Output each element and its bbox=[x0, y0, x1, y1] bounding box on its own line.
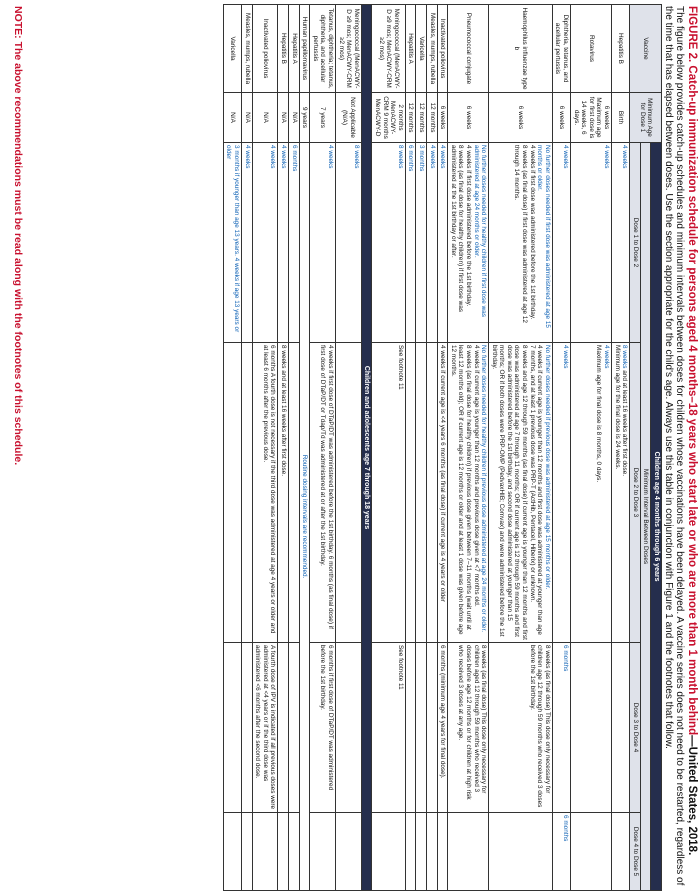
min-age: N/A bbox=[289, 93, 300, 143]
min-age: 6 weeks bbox=[489, 93, 553, 143]
vaccine-name: Diphtheria, tetanus, and acellular pertussis bbox=[552, 5, 570, 93]
interval-d4d5 bbox=[571, 813, 612, 891]
min-age: Birth bbox=[612, 93, 630, 143]
interval-d2d3: 6 months A fourth dose is not necessary if the third dose was administered at age 4 years or older and at least 6 months after the previous dose. bbox=[252, 343, 278, 643]
row-hepb bbox=[612, 5, 630, 891]
row-rotavirus bbox=[571, 5, 612, 891]
interval-d4d5 bbox=[336, 813, 362, 891]
row-ipv bbox=[437, 5, 448, 891]
min-age: N/A bbox=[242, 93, 253, 143]
interval-d2d3 bbox=[336, 343, 362, 643]
col-vaccine: Vaccine bbox=[630, 5, 662, 93]
interval-routine: Routine dosing intervals are recommended. bbox=[299, 143, 310, 891]
vaccine-name: Rotavirus bbox=[571, 5, 612, 93]
row-older-tdap bbox=[310, 5, 336, 891]
vaccine-name: Haemophilus influenzae type b bbox=[489, 5, 553, 93]
interval-d2d3 bbox=[416, 343, 427, 643]
interval-d4d5 bbox=[416, 813, 427, 891]
interval-d3d4 bbox=[289, 643, 300, 813]
interval-d4d5: 6 months bbox=[552, 813, 570, 891]
min-age: 12 months bbox=[416, 93, 427, 143]
vaccine-name: Human papillomavirus bbox=[299, 5, 310, 93]
interval-d4d5 bbox=[372, 813, 405, 891]
row-older-ipv bbox=[252, 5, 278, 891]
interval-d2d3: 4 weeks if first dose of DTaP/DT was administered before the 1st birthday. 6 months (as final dose) if first dose of DTaP/DT or Tdap/Td was administered at or after the 1st birthday. bbox=[310, 343, 336, 643]
interval-d4d5 bbox=[489, 813, 553, 891]
min-age: N/A bbox=[223, 93, 241, 143]
row-varicella bbox=[416, 5, 427, 891]
row-menacwy bbox=[372, 5, 405, 891]
min-age: 6 weeks bbox=[437, 93, 448, 143]
interval-d1d2: 4 weeks bbox=[242, 143, 253, 343]
interval-d3d4 bbox=[336, 643, 362, 813]
interval-d1d2: 3 months if younger than age 13 years. 4 weeks if age 13 years or older bbox=[223, 143, 241, 343]
min-age: 6 weeks bbox=[552, 93, 570, 143]
interval-d2d3: 4 weeks bbox=[552, 343, 570, 643]
vaccine-name: Tetanus, diphtheria; tetanus, diphtheria, and acellular pertussis bbox=[310, 5, 336, 93]
col-d2d3: Dose 2 to Dose 3 bbox=[630, 343, 641, 643]
interval-d1d2: 4 weeks bbox=[278, 143, 289, 343]
row-older-hpv bbox=[299, 5, 310, 891]
section-older: Children and adolescents age 7 through 18 years bbox=[361, 5, 372, 891]
interval-d4d5 bbox=[310, 813, 336, 891]
min-age: 6 weeks Maximum age for first dose is 14 weeks, 6 days. bbox=[571, 93, 612, 143]
interval-d4d5 bbox=[223, 813, 241, 891]
vaccine-name: Hepatitis A bbox=[289, 5, 300, 93]
interval-d4d5 bbox=[289, 813, 300, 891]
interval-d2d3: 4 weeks Maximum age for final dose is 8 months, 0 days. bbox=[571, 343, 612, 643]
interval-d2d3 bbox=[242, 343, 253, 643]
vaccine-name: Hepatitis B bbox=[612, 5, 630, 93]
interval-d1d2: 6 months bbox=[405, 143, 416, 343]
interval-d3d4: 6 months bbox=[552, 643, 570, 813]
row-dtap bbox=[552, 5, 570, 891]
interval-d1d2: 8 weeks bbox=[372, 143, 405, 343]
min-age: N/A bbox=[278, 93, 289, 143]
row-older-varicella bbox=[223, 5, 241, 891]
interval-d2d3: See footnote 11 bbox=[372, 343, 405, 643]
row-mmr bbox=[426, 5, 437, 891]
interval-d4d5 bbox=[278, 813, 289, 891]
vaccine-name: Meningococcal (MenACWY-D ≥9 mos; MenACWY-CRM ≥2 mos) bbox=[372, 5, 405, 93]
interval-d3d4 bbox=[278, 643, 289, 813]
interval-d1d2: 8 weeks bbox=[336, 143, 362, 343]
min-age: 6 weeks bbox=[448, 93, 489, 143]
vaccine-name: Varicella bbox=[416, 5, 427, 93]
min-age: Not Applicable (N/A) bbox=[336, 93, 362, 143]
col-min-age: Minimum Age for Dose 1 bbox=[630, 93, 662, 143]
row-older-menacwy bbox=[336, 5, 362, 891]
min-age: 9 years bbox=[299, 93, 310, 143]
min-age: N/A bbox=[252, 93, 278, 143]
interval-d1d2: 4 weeks bbox=[612, 143, 630, 343]
row-older-hepa bbox=[289, 5, 300, 891]
interval-d1d2: No further doses needed if first dose was administered at age 15 months or older. 4 weeks if first dose was administered before the 1st birthday. 8 weeks (as final dose) if first dose was administered at age 12 through 14 months. bbox=[489, 143, 553, 343]
interval-d3d4: 8 weeks (as final dose) This dose only necessary for children aged 12 through 59 months who received 3 doses before age 12 months or for children at high risk who received 3 doses at any age. bbox=[448, 643, 489, 813]
interval-d3d4 bbox=[223, 643, 241, 813]
interval-d2d3 bbox=[289, 343, 300, 643]
interval-d1d2: 4 weeks bbox=[552, 143, 570, 343]
footer-note: NOTE: The above recommendations must be read along with the footnotes of this schedule. bbox=[12, 6, 24, 466]
interval-d3d4 bbox=[416, 643, 427, 813]
interval-d2d3 bbox=[426, 343, 437, 643]
figure-intro: The figure below provides catch-up schedules and minimum intervals between doses for children whose vaccinations have been delayed. A vaccine series does not need to be restarted, regardless of the time that has elapsed between doses. Use the section appropriate for the child's age. Always use this table in conjunction with Figure 1 and the footnotes that follow. bbox=[663, 6, 685, 886]
row-hepa bbox=[405, 5, 416, 891]
interval-d1d2: 4 weeks bbox=[571, 143, 612, 343]
col-min-interval: Minimum Interval Between Doses bbox=[640, 143, 651, 891]
figure-header bbox=[663, 6, 698, 886]
interval-d3d4: See footnote 11 bbox=[372, 643, 405, 813]
interval-d1d2: 4 weeks bbox=[426, 143, 437, 343]
interval-d2d3: 8 weeks and at least 16 weeks after first dose. Minimum age for the final dose is 24 weeks. bbox=[612, 343, 630, 643]
interval-d1d2: 3 months bbox=[416, 143, 427, 343]
interval-d1d2: 6 months bbox=[289, 143, 300, 343]
interval-d3d4 bbox=[242, 643, 253, 813]
row-hib bbox=[489, 5, 553, 891]
interval-d4d5 bbox=[252, 813, 278, 891]
row-pcv bbox=[448, 5, 489, 891]
interval-d4d5 bbox=[405, 813, 416, 891]
interval-d2d3: No further doses needed for healthy children if previous dose administered at age 24 months or older. 4 weeks if current age is younger than 12 months and previous dose given at <7 months old. 8 weeks (as final dose for healthy children) if previous dose given between 7–11 months (wait until at least 12 months old); OR if current age is 12 months or older and at least 1 dose was given before age 12 months. bbox=[448, 343, 489, 643]
min-age: 12 months bbox=[405, 93, 416, 143]
interval-d3d4: 6 months (minimum age 4 years for final dose). bbox=[437, 643, 448, 813]
vaccine-name: Hepatitis A bbox=[405, 5, 416, 93]
interval-d1d2: 4 weeks bbox=[437, 143, 448, 343]
figure-title: FIGURE 2. Catch-up immunization schedule for persons aged 4 months–18 years who start late or who are more than 1 month behind—United States, 2018. bbox=[686, 6, 698, 856]
interval-d2d3: 4 weeks if current age is <4 years 6 months (as final dose) if current age is 4 years or older bbox=[437, 343, 448, 643]
row-older-hepb bbox=[278, 5, 289, 891]
interval-d1d2: 4 weeks bbox=[310, 143, 336, 343]
interval-d4d5 bbox=[242, 813, 253, 891]
catch-up-table bbox=[223, 4, 662, 891]
vaccine-name: Meningococcal (MenACWY-D ≥9 mos; MenACWY-CRM ≥2 mos) bbox=[336, 5, 362, 93]
interval-d1d2: 4 weeks bbox=[252, 143, 278, 343]
interval-d3d4: A fourth dose of IPV is indicated if all previous doses were administered at <4 years or if the third dose was administered <6 months after the second dose. bbox=[252, 643, 278, 813]
vaccine-name: Hepatitis B bbox=[278, 5, 289, 93]
col-d3d4: Dose 3 to Dose 4 bbox=[630, 643, 641, 813]
vaccine-name: Inactivated poliovirus bbox=[437, 5, 448, 93]
interval-d4d5 bbox=[437, 813, 448, 891]
interval-d2d3: 8 weeks and at least 16 weeks after first dose. bbox=[278, 343, 289, 643]
vaccine-name: Measles, mumps, rubella bbox=[426, 5, 437, 93]
interval-d3d4 bbox=[426, 643, 437, 813]
vaccine-name: Inactivated poliovirus bbox=[252, 5, 278, 93]
interval-d4d5 bbox=[448, 813, 489, 891]
min-age: 2 months MenACWY-CRM 9 months MenACWY-D bbox=[372, 93, 405, 143]
col-d1d2: Dose 1 to Dose 2 bbox=[630, 143, 641, 343]
interval-d4d5 bbox=[426, 813, 437, 891]
col-d4d5: Dose 4 to Dose 5 bbox=[630, 813, 641, 891]
interval-d3d4: 6 months if first dose of DTaP/DT was administered before the 1st birthday. bbox=[310, 643, 336, 813]
interval-d1d2: No further doses needed for healthy children if first dose was administered at age 24 months or older. 4 weeks if first dose administered before the 1st birthday. 8 weeks (as final dose for healthy children) if first dose was administered at the 1st birthday or after. bbox=[448, 143, 489, 343]
interval-d3d4: 8 weeks (as final dose) This dose only necessary for children age 12 through 59 months who received 3 doses before the 1st birthday. bbox=[489, 643, 553, 813]
vaccine-name: Varicella bbox=[223, 5, 241, 93]
interval-d2d3 bbox=[223, 343, 241, 643]
min-age: 7 years bbox=[310, 93, 336, 143]
interval-d3d4 bbox=[612, 643, 630, 813]
vaccine-name: Measles, mumps, rubella bbox=[242, 5, 253, 93]
min-age: 12 months bbox=[426, 93, 437, 143]
interval-d4d5 bbox=[612, 813, 630, 891]
interval-d2d3: No further doses needed if previous dose was administered at age 15 months or older. 4 weeks if current age is younger than 12 months and first dose was administered at younger than age 7 months, and at least 1 previous dose was PRP-T (ActHib, Pentacel, Hiberix) or unknown. 8 weeks and age 12 through 59 months (as final dose) if current age is younger than 12 months and first dose was administered at age 7 through 11 months; OR if current age is 12 through 59 months and first dose was administered before the 1st birthday, and second dose administered at younger than 15 months; OR if both doses were PRP-OMP (PedvaxHIB; Comvax) and were administered before the 1st birthday. bbox=[489, 343, 553, 643]
interval-d3d4 bbox=[405, 643, 416, 813]
row-older-mmr bbox=[242, 5, 253, 891]
vaccine-name: Pneumococcal conjugate bbox=[448, 5, 489, 93]
section-young: Children age 4 months through 6 years bbox=[651, 143, 662, 891]
interval-d3d4 bbox=[571, 643, 612, 813]
interval-d2d3 bbox=[405, 343, 416, 643]
